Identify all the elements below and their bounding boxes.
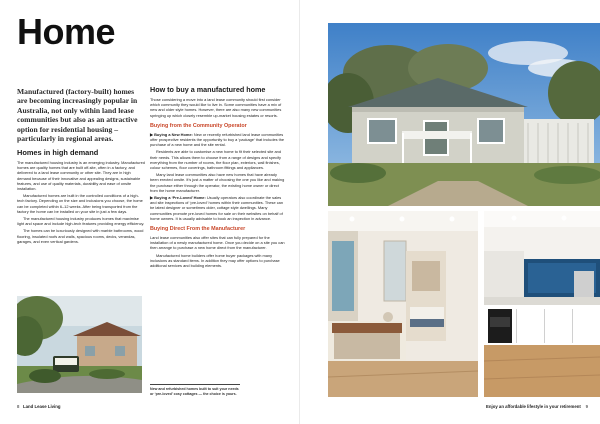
body-paragraph: Many land lease communities also have new homes that have already been erected onsite. It’s just a matter of choosing the one you like and making the purchase either through the operator, the existing home owner or direct from the home manufacturer.: [150, 172, 285, 193]
intro-paragraph: Manufactured (factory-built) homes are becoming increasingly popular in Australia, not only within land lease communities but also as an attractive option for residential housing – particularly in regional areas.: [17, 87, 138, 144]
subheading-buying-from-operator: Buying from the Community Operator: [150, 122, 247, 129]
body-paragraph: Those considering a move into a land lease community should first consider which community they would like to live in. Some communities have a mix of new and older style homes. However, there are also many new communities springing up which closely resemble up-market housing estates or resorts.: [150, 97, 282, 118]
community-entrance-photo: [17, 296, 142, 393]
body-paragraph: The manufactured housing industry is an emerging industry. Manufactured homes are quality homes that are built off-site, often in a factory, and delivered to a land lease community or other site. They are in high demand because of their innovative and appealing designs, sustainable features, and use of quality materials, durability and ease of onsite installation.: [17, 160, 145, 192]
body-paragraph: The homes can be luxuriously designed with marble bathrooms, wood flooring, insulated roofs and walls, spacious rooms, decks, verandas, garages, and even vertical gardens.: [17, 228, 144, 244]
middle-column: [150, 85, 286, 270]
paragraph-text: New or recently refurbished land lease communities offer prospective residents the opportunity to buy a ‘package’ that includes the purchase of a new home and the site rental.: [150, 131, 285, 148]
publication-name: Land Lease Living: [22, 404, 61, 409]
right-page: [300, 0, 600, 424]
page-number: 9: [585, 404, 588, 409]
body-paragraph: [150, 195, 286, 221]
section-heading-how-to-buy: How to buy a manufactured home: [150, 85, 266, 94]
kitchen-photo: [484, 211, 600, 397]
page-number: 8: [17, 404, 20, 409]
left-footer: [17, 404, 60, 409]
body-paragraph: Manufactured homes are built in the controlled conditions of a high-tech factory. Depending on the size and inclusions you choose, the home can be completed within 6–12 weeks. After being transported from the factory the home can be installed on your site in just a few days.: [17, 193, 143, 214]
page-title: Home: [17, 11, 116, 52]
bullet-marker: ▶: [150, 131, 153, 137]
section-heading-homes-in-demand: Homes in high demand: [17, 148, 99, 157]
manufactured-home-photo: [328, 23, 600, 206]
body-paragraph: Manufactured home builders offer home buyer packages with many inclusions as standard items. In addition they may offer options to purchase additional services and building elements.: [150, 252, 280, 269]
subheading-buying-direct: Buying Direct From the Manufacturer: [150, 226, 246, 233]
bathroom-hallway-photo: [328, 211, 478, 397]
paragraph-text: Usually operators also coordinate the sales and site inspections of ‘pre-loved’ homes within their communities. These can be latest designer or sometimes older, cottage style dwellings. Many communities promote pre-loved homes for sale on their websites on behalf of home owners. It is usually advisable to book an inspection in advance.: [150, 195, 283, 221]
lead-in: Buying a New Home:: [154, 131, 193, 137]
body-paragraph: The manufactured housing industry produces homes that maximise light and space and include high-tech features providing energy efficiency.: [17, 216, 145, 227]
body-paragraph: [150, 132, 286, 148]
left-column: [17, 148, 145, 246]
lead-in: Buying a ‘Pre-Loved’ Home:: [154, 195, 206, 201]
bullet-marker: ▶: [150, 195, 153, 201]
footer-tagline: Enjoy an affordable lifestyle in your retirement: [486, 404, 581, 409]
right-footer: [356, 404, 588, 409]
body-paragraph: Residents are able to customise a new home to fit their selected site and their needs. This allows them to choose from a range of designs and specify everything from the number of rooms, the floor plan, exteriors, wall finishes, colour schemes, floor coverings, bathroom fittings and appliances.: [150, 149, 282, 171]
body-paragraph: Land lease communities also offer sites that can fully prepared for the installation of a newly manufactured home. Once you decide on a site you can then arrange to purchase a new home direct from the manufacturer.: [150, 235, 285, 251]
image-caption: New and refurbished homes built to suit your needs or ‘pre-loved’ cosy cottages — the choice is yours.: [150, 384, 240, 396]
